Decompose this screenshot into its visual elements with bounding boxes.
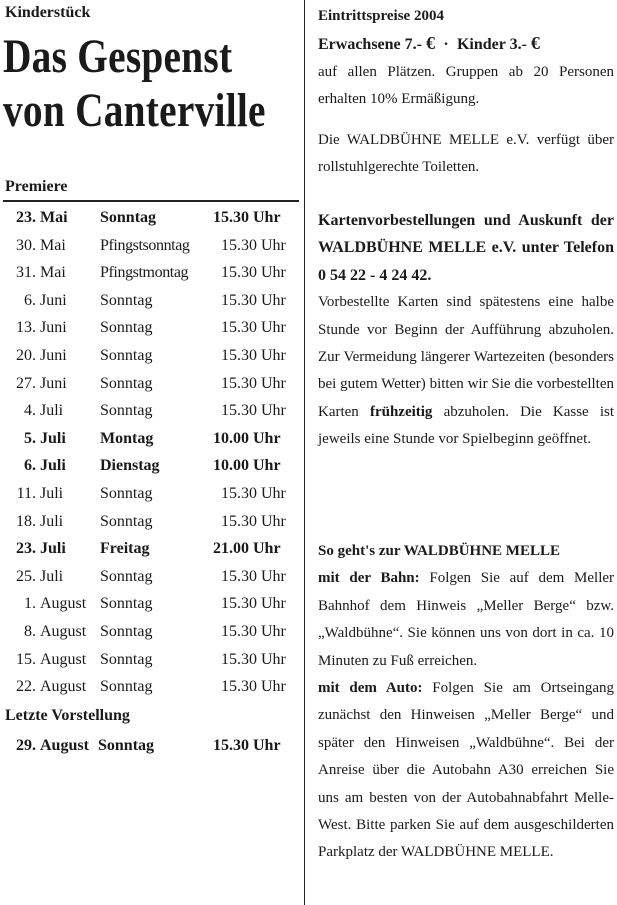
schedule-day: 6. xyxy=(24,291,36,309)
schedule-day: 27. xyxy=(16,374,36,392)
schedule-row xyxy=(0,482,302,510)
schedule-row xyxy=(0,537,302,565)
schedule-day: 6. xyxy=(24,457,36,475)
schedule-day: 23. xyxy=(16,540,36,558)
schedule-time: 21.00 Uhr xyxy=(213,540,281,558)
schedule-day: 15. xyxy=(16,650,36,668)
schedule-row xyxy=(0,427,302,455)
last-time: 15.30 Uhr xyxy=(213,737,281,754)
title-line-1: Das Gespenst xyxy=(3,30,233,83)
schedule-time: 15.30 Uhr xyxy=(221,374,286,392)
schedule-day: 1. xyxy=(24,595,36,613)
schedule-weekday: Sonntag xyxy=(100,374,153,392)
schedule-day: 20. xyxy=(16,346,36,364)
schedule-month: Juni xyxy=(40,291,67,309)
train-label: mit der Bahn: xyxy=(318,570,420,587)
schedule-row xyxy=(0,565,302,593)
premiere-rule xyxy=(3,200,299,202)
euro-sign-adults: € xyxy=(425,33,435,54)
schedule-weekday: Dienstag xyxy=(100,457,160,475)
title-line-2: von Canterville xyxy=(3,84,266,137)
car-text: Folgen Sie am Ortseingang zunächst den Hinweisen „Meller Berge“ und später den Hinweisen „Waldbühne“. Bei der Anreise über die Autobahn A30 erreichen Sie uns am besten von der Autobahnabfahrt Melle-West. Bitte parken Sie auf dem ausgeschilderten Parkplatz der WALDBÜHNE MELLE. xyxy=(318,680,614,861)
price-separator: · xyxy=(443,36,449,54)
schedule-weekday: Sonntag xyxy=(100,650,153,668)
schedule-time: 15.30 Uhr xyxy=(221,678,286,696)
schedule-row xyxy=(0,675,302,703)
schedule-day: 22. xyxy=(16,678,36,696)
schedule-weekday: Sonntag xyxy=(100,512,153,530)
schedule-weekday: Sonntag xyxy=(100,595,153,613)
price-note: auf allen Plätzen. Gruppen ab 20 Personen erhalten 10% Ermäßigung. xyxy=(318,63,614,108)
schedule-month: Juli xyxy=(40,402,64,420)
premiere-label: Premiere xyxy=(5,178,68,195)
schedule-month: Juli xyxy=(40,540,66,558)
schedule-month: August xyxy=(40,622,87,640)
schedule-day: 8. xyxy=(24,622,36,640)
directions-heading: So geht's zur WALDBÜHNE MELLE xyxy=(318,543,560,559)
page-title xyxy=(3,30,266,138)
schedule-time: 15.30 Uhr xyxy=(221,346,286,364)
schedule-weekday: Montag xyxy=(100,429,154,447)
schedule-day: 11. xyxy=(16,484,36,502)
schedule-weekday: Sonntag xyxy=(100,567,153,585)
schedule-month: Juli xyxy=(40,512,64,530)
schedule-row xyxy=(0,344,302,372)
schedule-list xyxy=(0,206,302,703)
schedule-row xyxy=(0,372,302,400)
schedule-day: 5. xyxy=(24,429,36,447)
schedule-weekday: Pfingstsonntag xyxy=(100,236,190,254)
schedule-month: Juli xyxy=(40,429,66,447)
schedule-month: Juni xyxy=(40,374,67,392)
last-month: August xyxy=(40,737,89,754)
schedule-time: 15.30 Uhr xyxy=(221,319,286,337)
booking-heading: Kartenvorbestellungen und Auskunft der WALDBÜHNE MELLE e.V. unter Telefon 0 54 22 - 4 24 42. xyxy=(318,212,614,284)
prices-section xyxy=(318,3,614,114)
train-text: Folgen Sie auf dem Meller Bahnhof dem Hinweis „Meller Berge“ bzw. „Waldbühne“. Sie können uns von dort in ca. 10 Minuten zu Fuß erreichen. xyxy=(318,570,615,669)
schedule-weekday: Sonntag xyxy=(100,291,153,309)
schedule-month: Mai xyxy=(40,264,66,282)
schedule-time: 15.30 Uhr xyxy=(221,484,286,502)
schedule-weekday: Sonntag xyxy=(100,678,153,696)
schedule-time: 15.30 Uhr xyxy=(221,512,286,530)
last-day: 29. xyxy=(16,737,36,754)
schedule-month: August xyxy=(40,678,87,696)
schedule-day: 13. xyxy=(16,319,36,337)
schedule-weekday: Sonntag xyxy=(100,346,153,364)
schedule-row xyxy=(0,261,302,289)
directions-train xyxy=(318,565,614,675)
schedule-column xyxy=(0,0,302,905)
schedule-row xyxy=(0,592,302,620)
schedule-row xyxy=(0,399,302,427)
schedule-time: 15.30 Uhr xyxy=(221,291,286,309)
schedule-month: Juli xyxy=(40,457,66,475)
price-adults: Erwachsene 7.- xyxy=(318,36,422,54)
schedule-time: 15.30 Uhr xyxy=(221,236,286,254)
schedule-time: 15.30 Uhr xyxy=(213,209,281,226)
schedule-time: 15.30 Uhr xyxy=(221,622,286,640)
schedule-day: 30. xyxy=(16,236,36,254)
schedule-row xyxy=(0,289,302,317)
schedule-row xyxy=(0,454,302,482)
car-label: mit dem Auto: xyxy=(318,680,423,697)
schedule-weekday: Sonntag xyxy=(100,319,153,337)
schedule-month: August xyxy=(40,650,87,668)
price-line xyxy=(318,30,614,58)
schedule-time: 15.30 Uhr xyxy=(221,650,286,668)
booking-text xyxy=(318,289,614,453)
schedule-month: Juni xyxy=(40,319,67,337)
schedule-weekday: Sonntag xyxy=(100,402,153,420)
booking-text-after: abzuholen. Die Kasse ist jeweils eine Stunde vor Spielbeginn geöffnet. xyxy=(318,403,615,448)
schedule-row xyxy=(0,234,302,262)
accessibility-note: Die WALDBÜHNE MELLE e.V. verfügt über rollstuhlgerechte Toiletten. xyxy=(318,132,614,176)
booking-section xyxy=(318,207,614,454)
schedule-row xyxy=(0,510,302,538)
schedule-weekday: Pfingstmontag xyxy=(100,264,189,282)
schedule-day: 4. xyxy=(24,402,36,420)
schedule-row xyxy=(0,648,302,676)
schedule-time: 15.30 Uhr xyxy=(221,264,286,282)
directions-section xyxy=(318,538,614,867)
euro-sign-children: € xyxy=(530,33,540,54)
schedule-time: 15.30 Uhr xyxy=(221,595,286,613)
booking-emphasis: frühzeitig xyxy=(369,403,433,420)
schedule-day: 31. xyxy=(16,264,36,282)
schedule-day: 23. xyxy=(16,209,36,226)
column-divider xyxy=(304,0,305,905)
schedule-row xyxy=(0,316,302,344)
last-weekday: Sonntag xyxy=(98,737,155,754)
schedule-month: Juli xyxy=(40,567,64,585)
schedule-month: Mai xyxy=(40,236,66,254)
last-performance-row xyxy=(0,734,302,762)
price-children: Kinder 3.- xyxy=(456,36,527,54)
schedule-day: 25. xyxy=(16,567,36,585)
last-performance-label: Letzte Vorstellung xyxy=(5,707,130,724)
schedule-weekday: Sonntag xyxy=(100,484,153,502)
directions-car xyxy=(318,675,614,867)
schedule-time: 10.00 Uhr xyxy=(213,457,281,475)
schedule-month: Juli xyxy=(40,484,64,502)
kicker: Kinderstück xyxy=(5,4,91,21)
prices-heading: Eintrittspreise 2004 xyxy=(318,8,444,24)
schedule-month: Juni xyxy=(40,346,67,364)
booking-text-before: Vorbestellte Karten sind spätestens eine halbe Stunde vor Beginn der Aufführung abzuholen. Zur Vermeidung längerer Wartezeiten (besonders bei gutem Wetter) bitten wir Sie die vorbestellten Karten xyxy=(318,294,614,420)
schedule-time: 15.30 Uhr xyxy=(221,567,286,585)
schedule-row xyxy=(0,620,302,648)
schedule-time: 10.00 Uhr xyxy=(213,429,281,447)
schedule-weekday: Sonntag xyxy=(100,622,153,640)
schedule-month: August xyxy=(40,595,87,613)
schedule-time: 15.30 Uhr xyxy=(221,402,286,420)
schedule-weekday: Sonntag xyxy=(100,209,157,226)
schedule-day: 18. xyxy=(16,512,36,530)
schedule-row xyxy=(0,206,302,234)
schedule-weekday: Freitag xyxy=(100,540,150,558)
schedule-month: Mai xyxy=(40,209,68,226)
